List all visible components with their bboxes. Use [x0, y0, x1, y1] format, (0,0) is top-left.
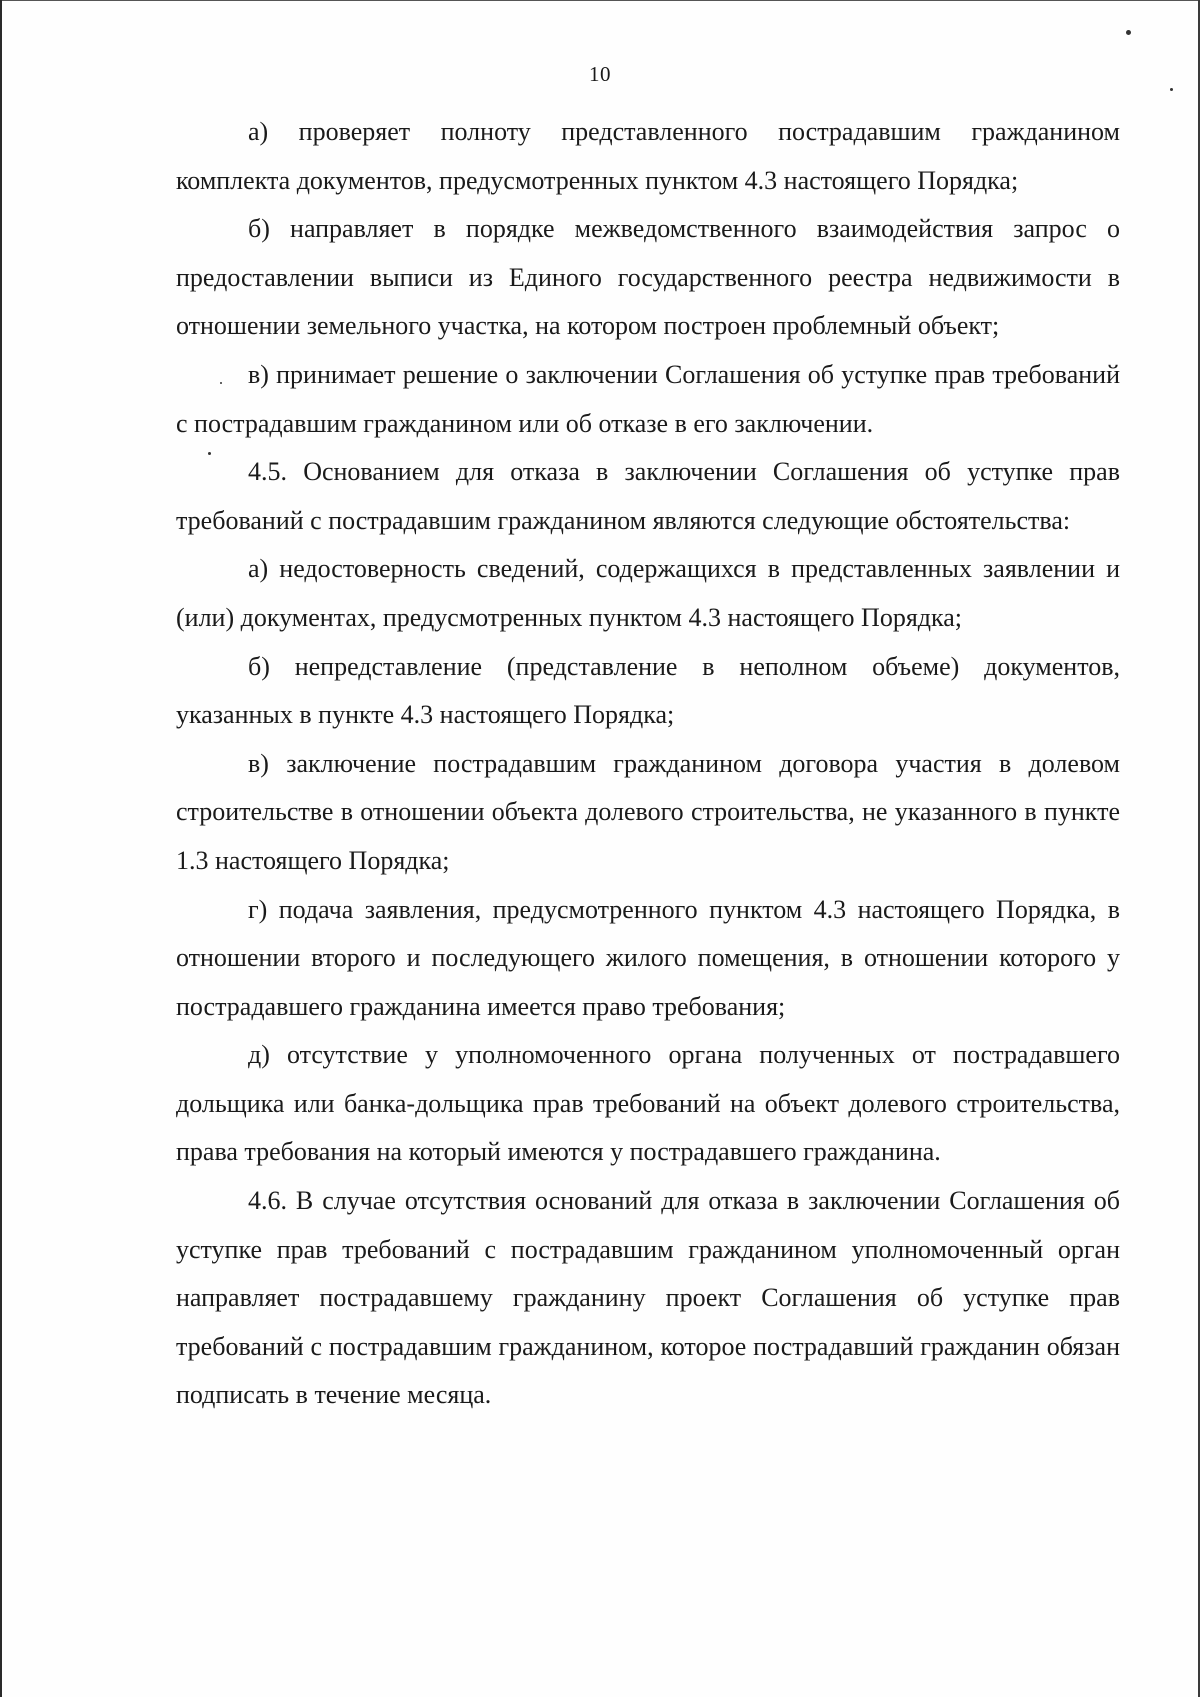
paragraph-4-5-v: в) заключение пострадавшим гражданином договора участия в долевом строительстве в отношении объекта долевого строительства, не указанного в пункте 1.3 настоящего Порядка;	[176, 748, 1120, 875]
scan-edge-top	[0, 0, 1200, 1]
paragraph-4-4-b: б) направляет в порядке межведомственного взаимодействия запрос о предоставлении выписи из Единого государственного реестра недвижимости в отношении земельного участка, на котором построен проблемный объект;	[176, 214, 1120, 341]
paragraph-4-5-g: г) подача заявления, предусмотренного пунктом 4.3 настоящего Порядка, в отношении второго и последующего жилого помещения, в отношении которого у пострадавшего гражданина имеется право требования;	[176, 894, 1120, 1021]
paragraph-4-5-a: а) недостоверность сведений, содержащихся в представленных заявлении и (или) документах, предусмотренных пунктом 4.3 настоящего Порядка;	[176, 554, 1120, 632]
scan-edge-left	[0, 0, 2, 1697]
paragraph-4-6: 4.6. В случае отсутствия оснований для отказа в заключении Соглашения об уступке прав требований с пострадавшим гражданином уполномоченный орган направляет пострадавшему гражданину проект Соглашения об уступке прав требований с пострадавшим гражданином, которое пострадавший гражданин обязан подписать в течение месяца.	[176, 1186, 1120, 1410]
paragraph-4-5-b: б) непредставление (представление в неполном объеме) документов, указанных в пункте 4.3 настоящего Порядка;	[176, 651, 1120, 730]
paragraph-4-4-v: в) принимает решение о заключении Соглашения об уступке прав требований с пострадавшим гражданином или об отказе в его заключении.	[176, 359, 1120, 438]
paragraph-4-5-d: д) отсутствие у уполномоченного органа полученных от пострадавшего дольщика или банка-дольщика прав требований на объект долевого строительства, права требования на который имеются у пострадавшего гражданина.	[176, 1040, 1120, 1167]
paragraph-4-4-a: а) проверяет полноту представленного пострадавшим гражданином комплекта документов, предусмотренных пунктом 4.3 настоящего Порядка;	[176, 117, 1120, 195]
page-number: 10	[589, 62, 611, 86]
paragraph-4-5: 4.5. Основанием для отказа в заключении Соглашения об уступке прав требований с пострадавшим гражданином являются следующие обстоятельства:	[176, 457, 1120, 535]
scan-speck	[1126, 30, 1131, 35]
scan-speck	[1170, 88, 1173, 91]
document-body	[176, 108, 1120, 1420]
